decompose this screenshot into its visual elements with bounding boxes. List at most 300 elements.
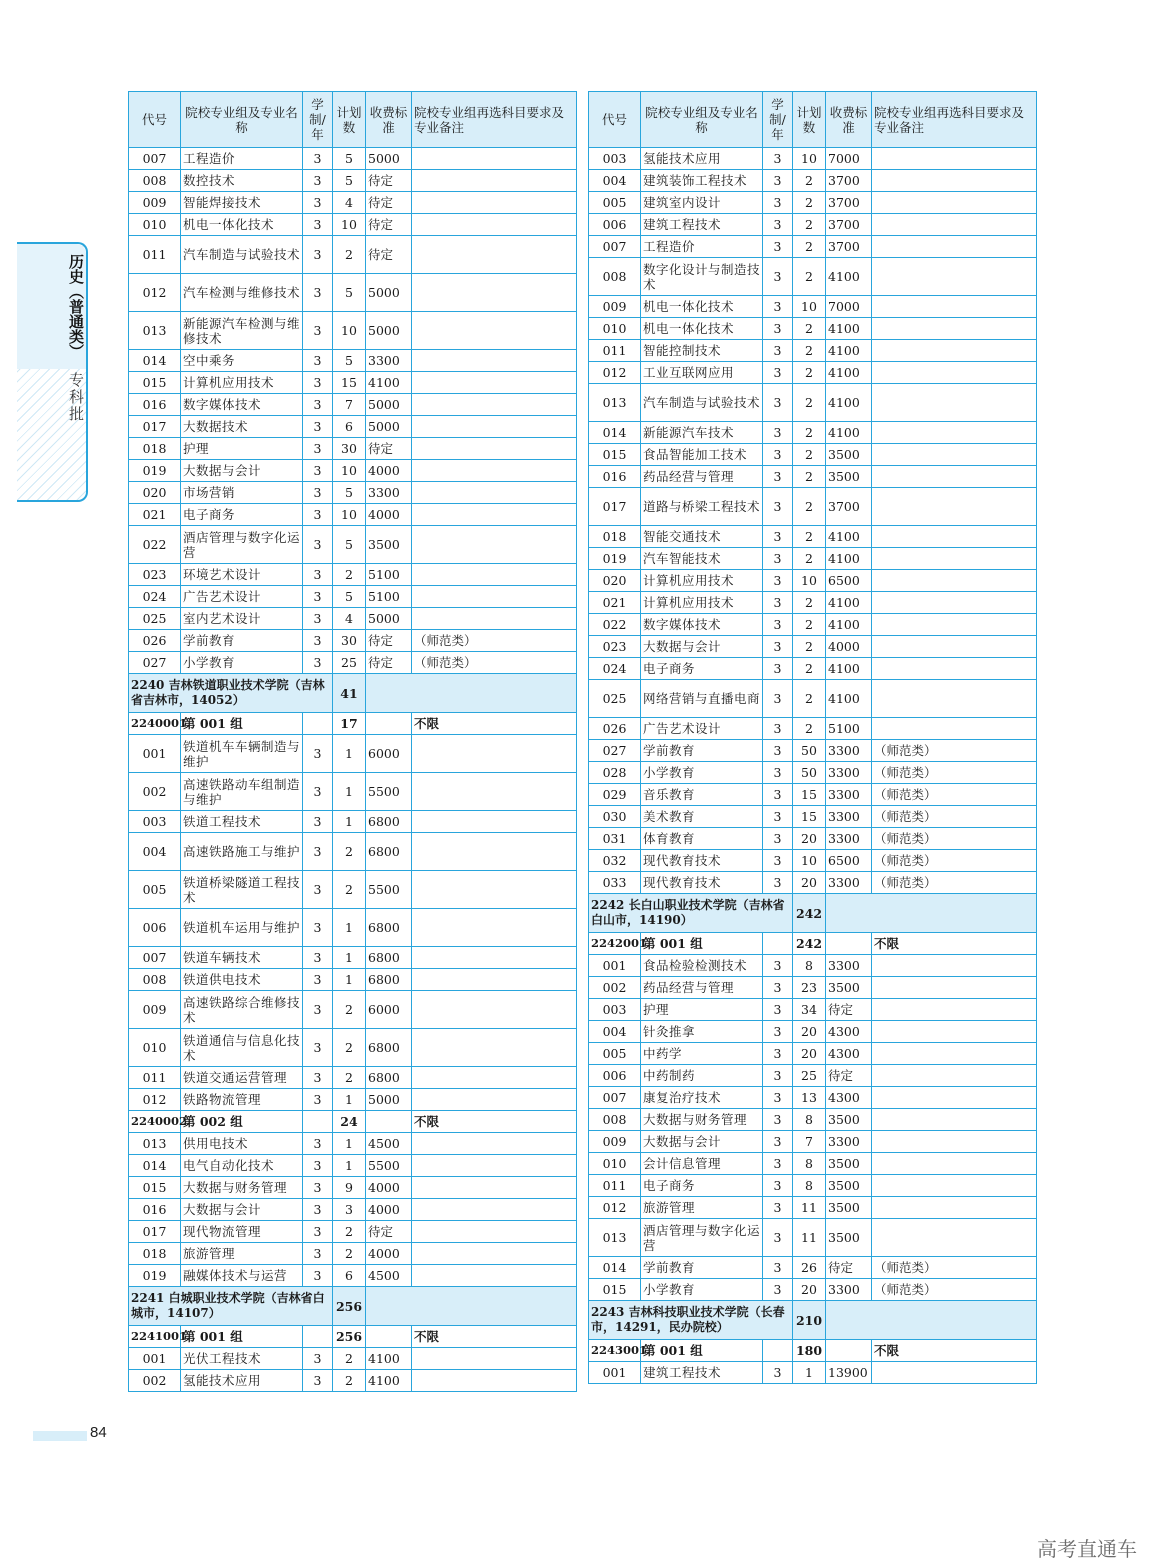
major-name: 机电一体化技术: [641, 318, 763, 340]
major-years: 3: [303, 1199, 333, 1221]
major-note: [872, 170, 1037, 192]
major-years: 3: [303, 871, 333, 909]
major-plan: 6: [333, 1265, 366, 1287]
major-plan: 1: [333, 947, 366, 969]
watermark: 高考直通车: [1037, 1537, 1137, 1561]
major-fee: 待定: [826, 1257, 872, 1279]
major-plan: 2: [333, 1221, 366, 1243]
major-name: 中药学: [641, 1043, 763, 1065]
major-years: 3: [763, 1087, 793, 1109]
major-code: 027: [589, 740, 641, 762]
major-note: [412, 274, 577, 312]
major-row: [589, 955, 1037, 977]
major-code: 012: [129, 274, 181, 312]
major-years: 3: [303, 1243, 333, 1265]
major-code: 018: [129, 438, 181, 460]
major-fee: 3500: [826, 977, 872, 999]
major-row: [589, 1087, 1037, 1109]
major-note: [412, 236, 577, 274]
major-name: 新能源汽车检测与维修技术: [181, 312, 303, 350]
major-note: [412, 504, 577, 526]
major-row: [129, 1177, 577, 1199]
major-code: 010: [589, 1153, 641, 1175]
major-plan: 26: [793, 1257, 826, 1279]
major-plan: 10: [333, 214, 366, 236]
major-note: [872, 1153, 1037, 1175]
major-fee: 5000: [366, 1089, 412, 1111]
major-code: 005: [589, 1043, 641, 1065]
major-years: 3: [303, 1265, 333, 1287]
major-row: [129, 1221, 577, 1243]
major-plan: 10: [333, 312, 366, 350]
major-note: [412, 1199, 577, 1221]
major-code: 012: [129, 1089, 181, 1111]
major-code: 011: [589, 1175, 641, 1197]
major-row: [589, 1175, 1037, 1197]
major-years: 3: [763, 384, 793, 422]
major-code: 003: [129, 811, 181, 833]
major-fee: 4100: [826, 258, 872, 296]
major-plan: 30: [333, 630, 366, 652]
major-note: [412, 1029, 577, 1067]
major-code: 010: [589, 318, 641, 340]
major-years: 3: [763, 258, 793, 296]
group-name: 第 002 组: [181, 1111, 303, 1133]
major-code: 009: [589, 1131, 641, 1153]
major-plan: 20: [793, 828, 826, 850]
major-row: [589, 680, 1037, 718]
major-code: 002: [589, 977, 641, 999]
major-plan: 2: [793, 236, 826, 258]
major-note: [872, 526, 1037, 548]
major-code: 013: [589, 384, 641, 422]
major-plan: 8: [793, 1153, 826, 1175]
major-row: [589, 444, 1037, 466]
major-plan: 10: [333, 460, 366, 482]
major-code: 001: [129, 735, 181, 773]
major-row: [589, 1219, 1037, 1257]
major-plan: 2: [793, 170, 826, 192]
major-plan: 2: [793, 466, 826, 488]
major-row: [129, 1155, 577, 1177]
school-empty: [366, 674, 577, 713]
major-row: [589, 658, 1037, 680]
group-row: [129, 1111, 577, 1133]
group-empty: [366, 713, 412, 735]
major-row: [129, 1199, 577, 1221]
major-years: 3: [763, 1043, 793, 1065]
major-name: 工程造价: [641, 236, 763, 258]
major-name: 光伏工程技术: [181, 1348, 303, 1370]
header-years: 学制/年: [303, 92, 333, 148]
major-row: [589, 466, 1037, 488]
major-note: [872, 148, 1037, 170]
major-note: [412, 1221, 577, 1243]
major-note: [872, 362, 1037, 384]
major-code: 013: [589, 1219, 641, 1257]
major-fee: 6500: [826, 850, 872, 872]
major-years: 3: [763, 466, 793, 488]
major-years: 3: [763, 718, 793, 740]
major-row: [129, 274, 577, 312]
major-plan: 2: [333, 833, 366, 871]
major-row: [589, 999, 1037, 1021]
major-fee: 3300: [826, 1131, 872, 1153]
major-row: [129, 1265, 577, 1287]
major-code: 013: [129, 312, 181, 350]
header-years: 学制/年: [763, 92, 793, 148]
group-plan: 180: [793, 1340, 826, 1362]
group-code: 2243001: [589, 1340, 641, 1362]
major-plan: 5: [333, 274, 366, 312]
major-fee: 3300: [826, 1279, 872, 1301]
major-name: 广告艺术设计: [641, 718, 763, 740]
major-fee: 4000: [366, 1199, 412, 1221]
major-years: 3: [763, 422, 793, 444]
major-years: 3: [763, 362, 793, 384]
major-row: [589, 784, 1037, 806]
major-years: 3: [763, 1131, 793, 1153]
major-plan: 7: [793, 1131, 826, 1153]
major-fee: 4300: [826, 1087, 872, 1109]
major-years: 3: [303, 833, 333, 871]
major-years: 3: [303, 947, 333, 969]
major-row: [589, 570, 1037, 592]
major-row: [129, 416, 577, 438]
major-years: 3: [763, 488, 793, 526]
major-row: [129, 564, 577, 586]
major-fee: 6800: [366, 1067, 412, 1089]
major-code: 015: [589, 444, 641, 466]
major-row: [589, 1109, 1037, 1131]
major-row: [129, 586, 577, 608]
major-row: [129, 372, 577, 394]
major-code: 003: [589, 148, 641, 170]
major-name: 大数据与会计: [641, 1131, 763, 1153]
school-name: 2240 吉林铁道职业技术学院（吉林省吉林市，14052）: [129, 674, 333, 713]
major-years: 3: [763, 296, 793, 318]
category-title: 历史（普通类）: [67, 254, 85, 359]
major-years: 3: [763, 548, 793, 570]
major-fee: 4100: [826, 526, 872, 548]
major-plan: 1: [333, 773, 366, 811]
major-row: [129, 1089, 577, 1111]
major-name: 药品经营与管理: [641, 977, 763, 999]
major-name: 护理: [641, 999, 763, 1021]
major-row: [129, 1067, 577, 1089]
major-row: [129, 148, 577, 170]
major-fee: 3700: [826, 488, 872, 526]
major-note: [872, 999, 1037, 1021]
major-note: [412, 1133, 577, 1155]
major-note: [872, 488, 1037, 526]
major-fee: 3300: [826, 872, 872, 894]
major-name: 空中乘务: [181, 350, 303, 372]
major-years: 3: [303, 438, 333, 460]
major-code: 014: [129, 350, 181, 372]
major-note: [412, 909, 577, 947]
major-fee: 13900: [826, 1362, 872, 1384]
batch-subtitle: 专科批: [67, 372, 85, 423]
major-note: [872, 422, 1037, 444]
major-note: （师范类）: [872, 1257, 1037, 1279]
major-name: 大数据技术: [181, 416, 303, 438]
major-row: [129, 773, 577, 811]
major-row: [129, 1029, 577, 1067]
table-header: [129, 92, 577, 148]
major-row: [129, 947, 577, 969]
major-row: [589, 1279, 1037, 1301]
group-name: 第 001 组: [641, 933, 763, 955]
major-plan: 11: [793, 1219, 826, 1257]
major-code: 030: [589, 806, 641, 828]
header-code: 代号: [589, 92, 641, 148]
major-code: 033: [589, 872, 641, 894]
major-fee: 3500: [826, 1219, 872, 1257]
major-fee: 5000: [366, 274, 412, 312]
school-plan: 210: [793, 1301, 826, 1340]
major-note: [412, 773, 577, 811]
major-code: 011: [129, 236, 181, 274]
major-code: 016: [589, 466, 641, 488]
major-name: 智能控制技术: [641, 340, 763, 362]
major-note: [412, 394, 577, 416]
school-row: [589, 1301, 1037, 1340]
major-row: [589, 488, 1037, 526]
major-code: 012: [589, 362, 641, 384]
major-name: 道路与桥梁工程技术: [641, 488, 763, 526]
major-plan: 5: [333, 148, 366, 170]
major-years: 3: [303, 416, 333, 438]
major-name: 环境艺术设计: [181, 564, 303, 586]
major-row: [589, 718, 1037, 740]
major-note: [872, 1065, 1037, 1087]
major-row: [589, 148, 1037, 170]
major-plan: 2: [793, 444, 826, 466]
major-plan: 2: [793, 614, 826, 636]
major-years: 3: [303, 372, 333, 394]
major-note: [872, 214, 1037, 236]
major-plan: 5: [333, 526, 366, 564]
major-years: 3: [303, 460, 333, 482]
group-plan: 242: [793, 933, 826, 955]
major-years: 3: [303, 394, 333, 416]
major-plan: 2: [793, 548, 826, 570]
major-name: 体育教育: [641, 828, 763, 850]
major-row: [589, 806, 1037, 828]
major-plan: 13: [793, 1087, 826, 1109]
major-years: 3: [763, 170, 793, 192]
major-name: 机电一体化技术: [641, 296, 763, 318]
major-plan: 2: [793, 526, 826, 548]
major-note: [872, 955, 1037, 977]
major-row: [589, 1131, 1037, 1153]
major-row: [589, 340, 1037, 362]
major-plan: 23: [793, 977, 826, 999]
major-note: [872, 192, 1037, 214]
major-fee: 5100: [366, 564, 412, 586]
major-years: 3: [303, 214, 333, 236]
major-row: [589, 592, 1037, 614]
major-fee: 4100: [826, 658, 872, 680]
major-years: 3: [763, 1153, 793, 1175]
major-fee: 4000: [366, 1177, 412, 1199]
major-name: 铁道供电技术: [181, 969, 303, 991]
major-row: [589, 526, 1037, 548]
major-code: 007: [589, 1087, 641, 1109]
major-row: [129, 652, 577, 674]
group-plan: 17: [333, 713, 366, 735]
major-plan: 4: [333, 192, 366, 214]
major-code: 006: [129, 909, 181, 947]
major-plan: 20: [793, 872, 826, 894]
major-code: 018: [129, 1243, 181, 1265]
major-fee: 4300: [826, 1021, 872, 1043]
major-plan: 2: [793, 214, 826, 236]
header-fee: 收费标准: [366, 92, 412, 148]
major-note: （师范类）: [872, 784, 1037, 806]
header-plan: 计划数: [333, 92, 366, 148]
major-years: 3: [763, 806, 793, 828]
major-name: 现代物流管理: [181, 1221, 303, 1243]
major-plan: 2: [333, 1348, 366, 1370]
major-name: 酒店管理与数字化运营: [181, 526, 303, 564]
major-plan: 2: [793, 192, 826, 214]
major-note: [412, 1348, 577, 1370]
major-fee: 待定: [826, 999, 872, 1021]
major-fee: 4100: [366, 1370, 412, 1392]
major-note: [412, 438, 577, 460]
major-note: [412, 526, 577, 564]
major-name: 现代教育技术: [641, 850, 763, 872]
major-years: 3: [763, 526, 793, 548]
major-years: 3: [763, 318, 793, 340]
major-row: [589, 258, 1037, 296]
major-name: 铁道机车运用与维护: [181, 909, 303, 947]
admission-table-left: [128, 91, 577, 1392]
major-row: [589, 192, 1037, 214]
major-row: [589, 828, 1037, 850]
major-fee: 待定: [366, 438, 412, 460]
major-note: [412, 969, 577, 991]
major-years: 3: [303, 630, 333, 652]
major-note: [412, 735, 577, 773]
major-note: [872, 1219, 1037, 1257]
major-note: [412, 192, 577, 214]
major-fee: 4000: [366, 460, 412, 482]
major-code: 015: [129, 1177, 181, 1199]
major-name: 计算机应用技术: [641, 592, 763, 614]
major-fee: 4100: [366, 372, 412, 394]
major-years: 3: [763, 636, 793, 658]
major-note: [412, 214, 577, 236]
major-row: [129, 350, 577, 372]
major-plan: 15: [333, 372, 366, 394]
major-plan: 50: [793, 740, 826, 762]
major-fee: 5500: [366, 773, 412, 811]
major-fee: 4100: [826, 614, 872, 636]
major-code: 004: [129, 833, 181, 871]
major-plan: 8: [793, 1109, 826, 1131]
major-code: 016: [129, 1199, 181, 1221]
major-row: [589, 214, 1037, 236]
major-years: 3: [303, 482, 333, 504]
major-code: 013: [129, 1133, 181, 1155]
major-row: [129, 170, 577, 192]
major-name: 大数据与会计: [181, 460, 303, 482]
group-code: 2241001: [129, 1326, 181, 1348]
major-fee: 3700: [826, 192, 872, 214]
group-empty: [303, 1111, 333, 1133]
group-empty: [763, 933, 793, 955]
major-name: 针灸推拿: [641, 1021, 763, 1043]
major-years: 3: [763, 1279, 793, 1301]
major-row: [589, 1153, 1037, 1175]
major-name: 建筑工程技术: [641, 1362, 763, 1384]
major-note: [872, 318, 1037, 340]
major-code: 025: [589, 680, 641, 718]
major-row: [589, 614, 1037, 636]
major-name: 机电一体化技术: [181, 214, 303, 236]
major-code: 004: [589, 170, 641, 192]
group-requirement: 不限: [412, 1326, 577, 1348]
major-note: [412, 1067, 577, 1089]
major-name: 电子商务: [641, 1175, 763, 1197]
major-years: 3: [303, 1370, 333, 1392]
major-code: 016: [129, 394, 181, 416]
major-name: 中药制药: [641, 1065, 763, 1087]
major-plan: 5: [333, 586, 366, 608]
major-plan: 8: [793, 1175, 826, 1197]
major-code: 017: [589, 488, 641, 526]
major-note: （师范类）: [872, 740, 1037, 762]
major-plan: 2: [793, 362, 826, 384]
major-plan: 2: [333, 564, 366, 586]
group-empty: [826, 933, 872, 955]
major-plan: 2: [333, 871, 366, 909]
major-note: [872, 1021, 1037, 1043]
major-plan: 11: [793, 1197, 826, 1219]
major-code: 010: [129, 1029, 181, 1067]
major-plan: 3: [333, 1199, 366, 1221]
major-note: [412, 1243, 577, 1265]
major-fee: 待定: [366, 1221, 412, 1243]
major-name: 大数据与会计: [641, 636, 763, 658]
major-note: （师范类）: [872, 872, 1037, 894]
major-years: 3: [763, 592, 793, 614]
group-requirement: 不限: [412, 1111, 577, 1133]
major-fee: 6800: [366, 969, 412, 991]
major-years: 3: [303, 1348, 333, 1370]
group-code: 2240002: [129, 1111, 181, 1133]
major-note: [872, 570, 1037, 592]
major-code: 011: [589, 340, 641, 362]
major-note: （师范类）: [412, 652, 577, 674]
major-name: 会计信息管理: [641, 1153, 763, 1175]
school-row: [129, 674, 577, 713]
major-years: 3: [763, 570, 793, 592]
major-plan: 2: [333, 1029, 366, 1067]
major-note: [872, 658, 1037, 680]
major-plan: 25: [793, 1065, 826, 1087]
major-note: [412, 586, 577, 608]
major-fee: 4000: [366, 504, 412, 526]
major-row: [129, 482, 577, 504]
major-name: 新能源汽车技术: [641, 422, 763, 444]
major-note: （师范类）: [872, 806, 1037, 828]
major-fee: 5000: [366, 416, 412, 438]
major-row: [589, 384, 1037, 422]
